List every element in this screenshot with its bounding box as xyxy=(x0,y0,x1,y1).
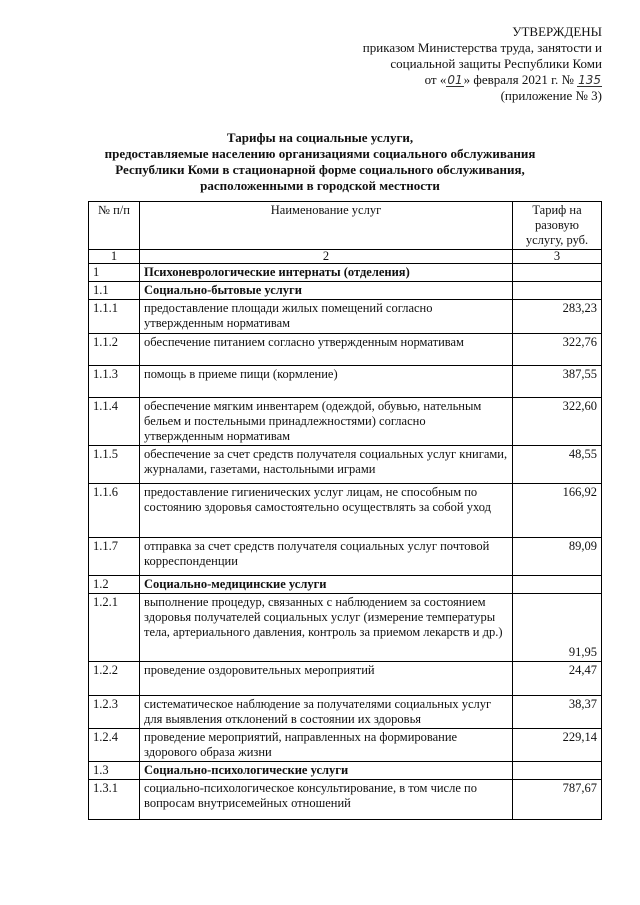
date-prefix: от « xyxy=(424,72,447,87)
approval-order-line: приказом Министерства труда, занятости и xyxy=(362,40,602,55)
row-number: 1.2.4 xyxy=(89,729,140,762)
service-name: отправка за счет средств получателя социальных услуг почтовой корреспонденции xyxy=(140,538,513,576)
service-name: предоставление гигиенических услуг лицам, не способным по состоянию здоровья самостоятельно осуществлять за собой уход xyxy=(140,484,513,538)
tariff-value xyxy=(513,282,602,300)
handwritten-day: 01 xyxy=(447,73,463,87)
approval-date-line xyxy=(363,72,602,88)
service-name: обеспечение мягким инвентарем (одеждой, обувью, нательным бельем и постельными принадлежностями) согласно утвержденным нормативам xyxy=(140,398,513,446)
tariff-value: 322,60 xyxy=(513,398,602,446)
column-number-row xyxy=(89,250,602,264)
tariff-value: 387,55 xyxy=(513,366,602,398)
row-number: 1.1 xyxy=(89,282,140,300)
table-row xyxy=(89,696,602,729)
service-name: Психоневрологические интернаты (отделения) xyxy=(140,264,513,282)
row-number: 1.1.1 xyxy=(89,300,140,334)
header-service-name: Наименование услуг xyxy=(140,202,513,250)
tariff-value: 89,09 xyxy=(513,538,602,576)
row-number: 1.2.3 xyxy=(89,696,140,729)
handwritten-order-number: 135 xyxy=(578,73,601,87)
table-row xyxy=(89,780,602,820)
table-header-row xyxy=(89,202,602,250)
tariff-value: 24,47 xyxy=(513,662,602,696)
table-row xyxy=(89,484,602,538)
service-name: помощь в приеме пищи (кормление) xyxy=(140,366,513,398)
table-row xyxy=(89,662,602,696)
title-line-4: расположенными в городской местности xyxy=(200,178,440,193)
table-row xyxy=(89,729,602,762)
row-number: 1.1.4 xyxy=(89,398,140,446)
title-line-2: предоставляемые населению организациями социального обслуживания xyxy=(104,146,536,161)
service-name: выполнение процедур, связанных с наблюдением за состоянием здоровья получателей социальных услуг (измерение температуры тела, артериального давления, контроль за приемом лекарств и др.) xyxy=(140,594,513,662)
approval-block xyxy=(363,24,602,104)
row-number: 1.2 xyxy=(89,576,140,594)
title-line-3: Республики Коми в стационарной форме социального обслуживания, xyxy=(115,162,525,177)
row-number: 1.1.5 xyxy=(89,446,140,484)
document-title xyxy=(60,130,580,194)
table-row xyxy=(89,594,602,662)
column-number: 2 xyxy=(140,250,513,264)
tariff-value xyxy=(513,762,602,780)
tariff-value xyxy=(513,264,602,282)
table-row xyxy=(89,538,602,576)
service-name: систематическое наблюдение за получателями социальных услуг для выявления отклонений в состоянии их здоровья xyxy=(140,696,513,729)
table-row xyxy=(89,398,602,446)
table-row xyxy=(89,576,602,594)
tariff-value: 283,23 xyxy=(513,300,602,334)
service-name: предоставление площади жилых помещений согласно утвержденным нормативам xyxy=(140,300,513,334)
service-name: обеспечение за счет средств получателя социальных услуг книгами, журналами, газетами, настольными играми xyxy=(140,446,513,484)
service-name: Социально-психологические услуги xyxy=(140,762,513,780)
tariff-value: 48,55 xyxy=(513,446,602,484)
header-tariff: Тариф на разовую услугу, руб. xyxy=(513,202,602,250)
tariffs-table xyxy=(88,201,602,820)
tariff-value xyxy=(513,576,602,594)
table-row xyxy=(89,300,602,334)
tariff-value: 229,14 xyxy=(513,729,602,762)
service-name: Социально-бытовые услуги xyxy=(140,282,513,300)
row-number: 1 xyxy=(89,264,140,282)
approval-heading: УТВЕРЖДЕНЫ xyxy=(512,24,602,39)
column-number: 3 xyxy=(513,250,602,264)
tariff-value: 787,67 xyxy=(513,780,602,820)
tariff-value: 38,37 xyxy=(513,696,602,729)
table-row xyxy=(89,366,602,398)
title-line-1: Тарифы на социальные услуги, xyxy=(226,130,414,145)
row-number: 1.1.6 xyxy=(89,484,140,538)
header-number: № п/п xyxy=(89,202,140,250)
column-number: 1 xyxy=(89,250,140,264)
service-name: обеспечение питанием согласно утвержденным нормативам xyxy=(140,334,513,366)
table-row xyxy=(89,264,602,282)
table-row xyxy=(89,282,602,300)
approval-ministry-line: социальной защиты Республики Коми xyxy=(390,56,602,71)
service-name: социально-психологическое консультирование, в том числе по вопросам внутрисемейных отношений xyxy=(140,780,513,820)
service-name: Социально-медицинские услуги xyxy=(140,576,513,594)
service-name: проведение мероприятий, направленных на формирование здорового образа жизни xyxy=(140,729,513,762)
row-number: 1.1.3 xyxy=(89,366,140,398)
table-row xyxy=(89,762,602,780)
table-body xyxy=(89,264,602,820)
row-number: 1.2.1 xyxy=(89,594,140,662)
service-name: проведение оздоровительных мероприятий xyxy=(140,662,513,696)
table-row xyxy=(89,334,602,366)
tariff-value: 91,95 xyxy=(513,594,602,662)
row-number: 1.3 xyxy=(89,762,140,780)
row-number: 1.1.2 xyxy=(89,334,140,366)
tariff-value: 322,76 xyxy=(513,334,602,366)
row-number: 1.2.2 xyxy=(89,662,140,696)
appendix-note: (приложение № 3) xyxy=(500,88,602,103)
tariff-value: 166,92 xyxy=(513,484,602,538)
table-row xyxy=(89,446,602,484)
row-number: 1.3.1 xyxy=(89,780,140,820)
date-middle: » февраля 2021 г. № xyxy=(463,72,574,87)
row-number: 1.1.7 xyxy=(89,538,140,576)
